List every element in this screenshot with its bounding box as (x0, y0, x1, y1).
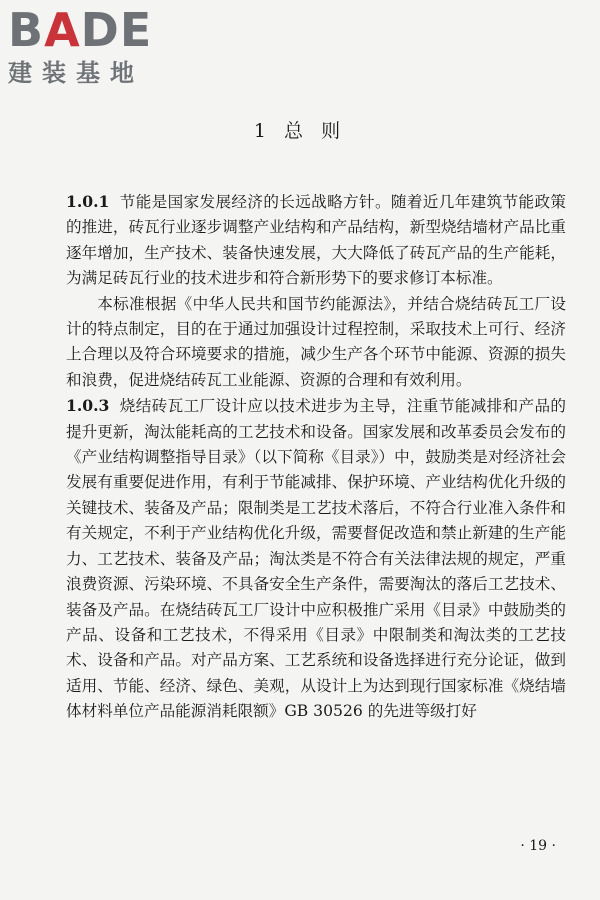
clause-text: 本标准根据《中华人民共和国节约能源法》，并结合烧结砖瓦工厂设计的特点制定，目的在于通过加强设计过程控制，采取技术上可行、经济上合理以及符合环境要求的措施，减少生产各个环节中能源、资源的损失和浪费，促进烧结砖瓦工业能源、资源的合理和有效利用。 (66, 294, 566, 389)
bade-logo (8, 3, 178, 88)
clause-text: 烧结砖瓦工厂设计应以技术进步为主导，注重节能减排和产品的提升更新，淘汰能耗高的工艺技术和设备。国家发展和改革委员会发布的《产业结构调整指导目录》（以下简称《目录》）中，鼓励类是对经济社会发展有重要促进作用，有利于节能减排、保护环境、产业结构优化升级的关键技术、装备及产品；限制类是工艺技术落后，不符合行业准入条件和有关规定，不利于产业结构优化升级，需要督促改造和禁止新建的生产能力、工艺技术、装备及产品；淘汰类是不符合有关法律法规的规定，严重浪费资源、污染环境、不具备安全生产条件，需要淘汰的落后工艺技术、装备及产品。在烧结砖瓦工厂设计中应积极推广采用《目录》中鼓励类的产品、设备和工艺技术，不得采用《目录》中限制类和淘汰类的工艺技术、设备和产品。对产品方案、工艺系统和设备选择进行充分论证，做到适用、节能、经济、绿色、美观，从设计上为达到现行国家标准《烧结墙体材料单位产品能源消耗限额》GB 30526 的先进等级打好 (66, 397, 566, 721)
clause-text: 节能是国家发展经济的长远战略方针。随着近几年建筑节能政策的推进，砖瓦行业逐步调整产业结构和产品结构，新型烧结墙材产品比重逐年增加，生产技术、装备快速发展，大大降低了砖瓦产品的生产能耗，为满足砖瓦行业的技术进步和符合新形势下的要求修订本标准。 (66, 193, 566, 288)
clause-number: 1.0.1 (66, 192, 110, 211)
logo-wordmark: BADE (8, 3, 153, 57)
logo-subtitle: 建装基地 (8, 59, 144, 87)
page-number: · 19 · (520, 838, 556, 854)
clause-1-0-1 (66, 189, 566, 292)
body-text (66, 189, 566, 725)
clause-number: 1.0.3 (66, 396, 110, 416)
clause-1-0-3 (66, 393, 566, 724)
chapter-title: 1 总 则 (253, 120, 347, 142)
clause-paragraph (66, 292, 566, 394)
